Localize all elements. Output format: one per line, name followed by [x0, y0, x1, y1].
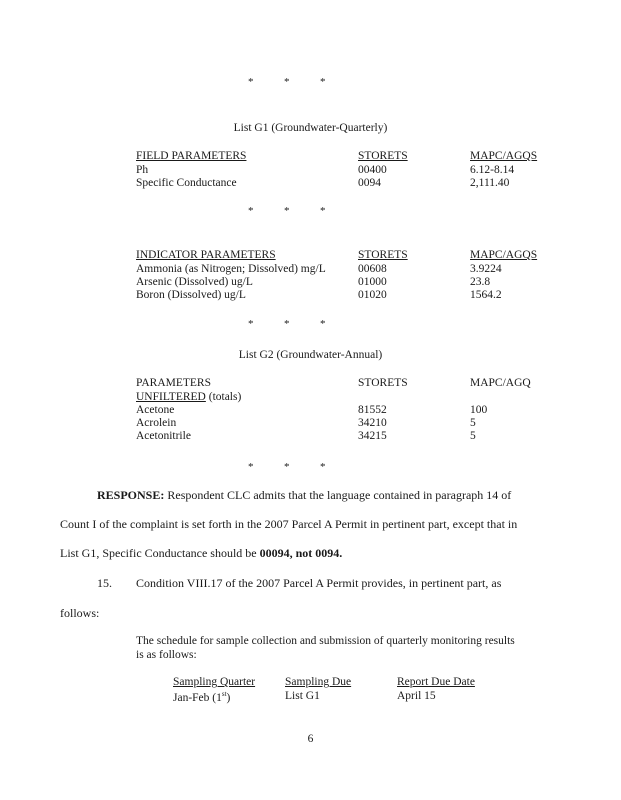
- mapc-cell: 2,111.40: [470, 177, 510, 189]
- schedule-report-cell: April 15: [397, 690, 436, 702]
- response-label: RESPONSE:: [97, 488, 165, 502]
- quarter-text: Jan-Feb (1: [173, 691, 222, 704]
- parameter-cell: Acetonitrile: [136, 430, 191, 442]
- storets-cell: 00608: [358, 263, 387, 275]
- separator-star: *: [284, 318, 290, 330]
- column-header: INDICATOR PARAMETERS: [136, 249, 276, 261]
- quote-line-2: is as follows:: [136, 649, 197, 661]
- mapc-cell: 5: [470, 430, 476, 442]
- mapc-cell: 100: [470, 404, 488, 416]
- column-header: STORETS: [358, 249, 408, 261]
- response-text: List G1, Specific Conductance should be: [60, 546, 260, 560]
- parameter-cell: Ammonia (as Nitrogen; Dissolved) mg/L: [136, 263, 326, 275]
- schedule-due-cell: List G1: [285, 690, 320, 702]
- separator-star: *: [248, 76, 254, 88]
- table-row: [136, 164, 546, 177]
- column-header: PARAMETERS: [136, 377, 211, 389]
- parameter-cell: Specific Conductance: [136, 177, 237, 189]
- separator-star: *: [320, 205, 326, 217]
- paragraph-15-line-2: follows:: [60, 606, 100, 620]
- storets-cell: 34215: [358, 430, 387, 442]
- table-row: [136, 263, 546, 276]
- separator-star: *: [248, 205, 254, 217]
- parameter-cell: Ph: [136, 164, 149, 176]
- schedule-quarter-cell: [173, 690, 230, 705]
- field-parameters-table: [136, 150, 546, 190]
- response-line-1: [97, 489, 511, 503]
- separator-star: *: [248, 461, 254, 473]
- totals-label: (totals): [205, 391, 242, 403]
- separator-star: *: [320, 76, 326, 88]
- table-row: [136, 430, 546, 443]
- storets-cell: 0094: [358, 177, 381, 189]
- mapc-cell: 6.12-8.14: [470, 164, 515, 176]
- storets-cell: 01020: [358, 289, 387, 301]
- storets-cell: 81552: [358, 404, 387, 416]
- column-header: STORETS: [358, 150, 408, 162]
- table-header-row: [136, 377, 546, 391]
- table-row: [136, 276, 546, 289]
- separator-star: *: [284, 205, 290, 217]
- quarter-close: ): [226, 691, 231, 704]
- mapc-cell: 1564.2: [470, 289, 502, 301]
- response-correction: 00094, not 0094.: [259, 546, 343, 560]
- mapc-cell: 3.9224: [470, 263, 502, 275]
- list-g1-title: List G1 (Groundwater-Quarterly): [233, 122, 388, 134]
- parameter-cell: Acetone: [136, 404, 175, 416]
- table-header-row: [136, 150, 546, 164]
- schedule-header-quarter: Sampling Quarter: [173, 676, 256, 688]
- storets-cell: 00400: [358, 164, 387, 176]
- list-g2-table: [136, 377, 546, 443]
- response-text: Respondent CLC admits that the language contained in paragraph 14 of: [164, 488, 512, 502]
- column-header: STORETS: [358, 377, 408, 389]
- unfiltered-subheader: [136, 391, 241, 404]
- schedule-header-report: Report Due Date: [397, 676, 475, 688]
- column-header: FIELD PARAMETERS: [136, 150, 247, 162]
- mapc-cell: 23.8: [470, 276, 491, 288]
- table-row: [136, 417, 546, 430]
- schedule-header-due: Sampling Due: [285, 676, 352, 688]
- table-subheader-row: [136, 391, 546, 404]
- separator-star: *: [320, 318, 326, 330]
- separator-star: *: [248, 318, 254, 330]
- parameter-cell: Arsenic (Dissolved) ug/L: [136, 276, 253, 288]
- storets-cell: 34210: [358, 417, 387, 429]
- separator-star: *: [320, 461, 326, 473]
- table-header-row: [136, 249, 546, 263]
- response-line-3: [60, 547, 342, 561]
- column-header: MAPC/AGQS: [470, 249, 538, 261]
- column-header: MAPC/AGQS: [470, 150, 538, 162]
- parameter-cell: Acrolein: [136, 417, 177, 429]
- storets-cell: 01000: [358, 276, 387, 288]
- response-line-2: Count I of the complaint is set forth in the 2007 Parcel A Permit in pertinent part, except that in: [60, 517, 518, 531]
- table-row: [136, 177, 546, 190]
- quarter-superscript: st: [221, 690, 227, 698]
- separator-star: *: [284, 76, 290, 88]
- paragraph-number: 15.: [97, 576, 112, 590]
- mapc-cell: 5: [470, 417, 476, 429]
- indicator-parameters-table: [136, 249, 546, 302]
- separator-star: *: [284, 461, 290, 473]
- table-row: [136, 404, 546, 417]
- parameter-cell: Boron (Dissolved) ug/L: [136, 289, 246, 301]
- table-row: [136, 289, 546, 302]
- paragraph-15-line-1: Condition VIII.17 of the 2007 Parcel A Permit provides, in pertinent part, as: [136, 576, 502, 590]
- quote-line-1: The schedule for sample collection and submission of quarterly monitoring results: [136, 635, 515, 647]
- list-g2-title: List G2 (Groundwater-Annual): [238, 349, 383, 361]
- unfiltered-label: UNFILTERED: [136, 391, 206, 403]
- column-header: MAPC/AGQ: [470, 377, 531, 389]
- page-number: 6: [307, 733, 314, 745]
